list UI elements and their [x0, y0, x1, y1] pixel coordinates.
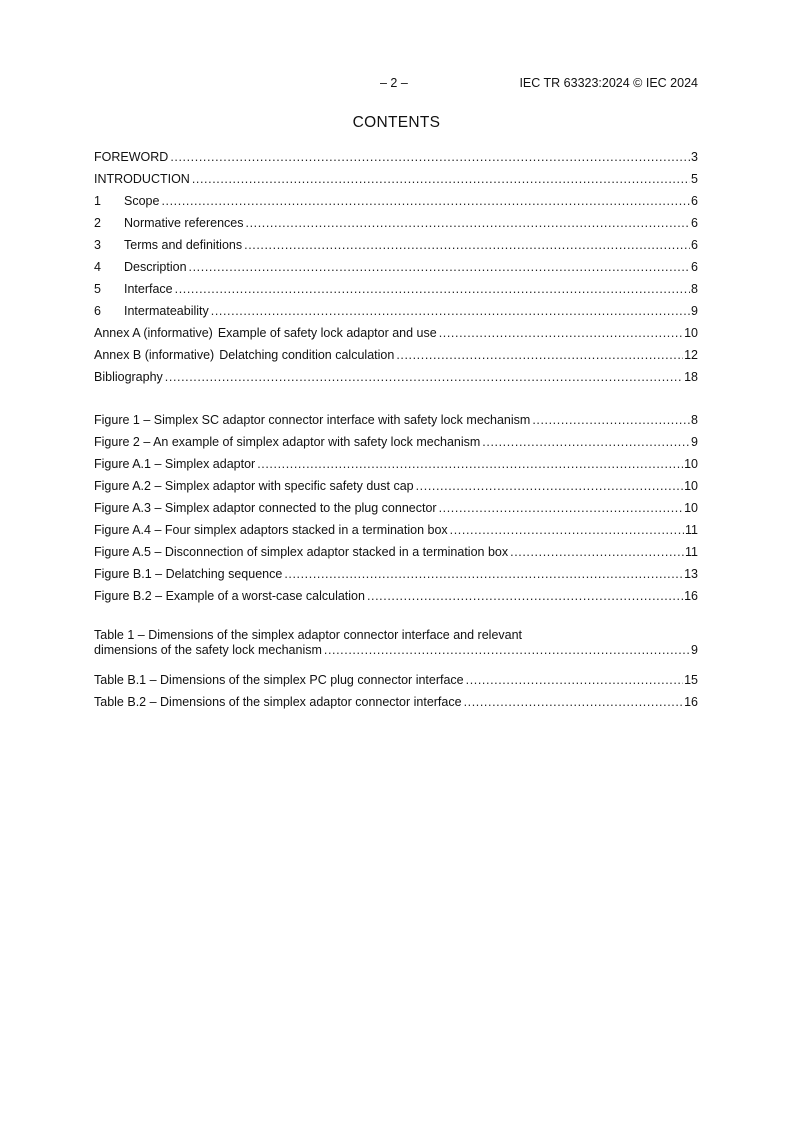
toc-entry-foreword[interactable] — [94, 143, 698, 165]
toc-entry-label: Example of safety lock adaptor and use — [217, 326, 437, 340]
toc-page-number: 10 — [684, 501, 698, 515]
toc-clause-number: 4 — [94, 260, 101, 274]
toc-page-number: 11 — [685, 545, 698, 559]
dot-leader — [284, 567, 683, 582]
toc-entry-annex-a[interactable] — [94, 319, 698, 341]
toc-page-number: 5 — [691, 172, 698, 186]
toc-page-number: 12 — [684, 348, 698, 362]
toc-page-number: 16 — [684, 695, 698, 709]
toc-entry-figure[interactable] — [94, 516, 698, 538]
toc-page-number: 18 — [684, 370, 698, 384]
toc-page-number: 8 — [691, 413, 698, 427]
toc-entry-label: Table 1 – Dimensions of the simplex adaptor connector interface and relevant — [94, 628, 523, 642]
toc-entry-interface[interactable] — [94, 275, 698, 297]
toc-clauses — [94, 143, 698, 385]
toc-entry-figure[interactable] — [94, 450, 698, 472]
toc-entry-label: Figure A.4 – Four simplex adaptors stacked in a termination box — [94, 523, 448, 537]
toc-entry-label: Figure B.2 – Example of a worst-case calculation — [94, 589, 365, 603]
toc-page-number: 6 — [691, 216, 698, 230]
toc-entry-label: Interface — [124, 282, 173, 296]
toc-clause-number: 2 — [94, 216, 101, 230]
toc-page-number: 15 — [684, 673, 698, 687]
dot-leader — [170, 150, 690, 165]
toc-entry-label: Table B.2 – Dimensions of the simplex adaptor connector interface — [94, 695, 462, 709]
toc-entry-table[interactable] — [94, 628, 698, 666]
toc-entry-terms-and-definitions[interactable] — [94, 231, 698, 253]
toc-clause-number: 1 — [94, 194, 101, 208]
dot-leader — [165, 370, 683, 385]
toc-entry-table[interactable] — [94, 666, 698, 688]
toc-clause-number: 3 — [94, 238, 101, 252]
toc-tables — [94, 628, 698, 710]
toc-clause-number: 6 — [94, 304, 101, 318]
dot-leader — [211, 304, 690, 319]
toc-entry-label: Normative references — [124, 216, 244, 230]
document-reference: IEC TR 63323:2024 © IEC 2024 — [519, 76, 698, 90]
toc-page-number: 9 — [691, 643, 698, 657]
toc-entry-label: Figure A.1 – Simplex adaptor — [94, 457, 256, 471]
dot-leader — [161, 194, 690, 209]
dot-leader — [439, 326, 683, 341]
toc-entry-label-continued: dimensions of the safety lock mechanism — [94, 643, 322, 657]
toc-entry-figure[interactable] — [94, 538, 698, 560]
toc-page-number: 9 — [691, 304, 698, 318]
toc-entry-figure[interactable] — [94, 494, 698, 516]
toc-page-number: 10 — [684, 479, 698, 493]
dot-leader — [396, 348, 683, 363]
contents-title: CONTENTS — [352, 114, 441, 131]
dot-leader — [450, 523, 684, 538]
toc-annex-label: Annex A (informative) — [94, 326, 213, 340]
toc-entry-annex-b[interactable] — [94, 341, 698, 363]
toc-entry-description[interactable] — [94, 253, 698, 275]
dot-leader — [464, 695, 684, 710]
toc-entry-figure[interactable] — [94, 428, 698, 450]
toc-page-number: 10 — [684, 326, 698, 340]
dot-leader — [466, 673, 683, 688]
toc-figures — [94, 406, 698, 604]
toc-page-number: 6 — [691, 238, 698, 252]
toc-page-number: 9 — [691, 435, 698, 449]
toc-page-number: 6 — [691, 194, 698, 208]
toc-entry-figure[interactable] — [94, 472, 698, 494]
toc-entry-figure[interactable] — [94, 560, 698, 582]
toc-page-number: 13 — [684, 567, 698, 581]
toc-entry-figure[interactable] — [94, 582, 698, 604]
dot-leader — [482, 435, 690, 450]
toc-entry-introduction[interactable] — [94, 165, 698, 187]
toc-entry-normative-references[interactable] — [94, 209, 698, 231]
dot-leader — [175, 282, 690, 297]
dot-leader — [244, 238, 690, 253]
dot-leader — [324, 643, 690, 658]
toc-entry-label: Figure A.3 – Simplex adaptor connected to the plug connector — [94, 501, 437, 515]
toc-entry-scope[interactable] — [94, 187, 698, 209]
dot-leader — [510, 545, 684, 560]
toc-entry-label: Bibliography — [94, 370, 163, 384]
toc-page-number: 6 — [691, 260, 698, 274]
dot-leader — [439, 501, 684, 516]
page-number: – 2 – — [380, 76, 408, 90]
dot-leader — [189, 260, 691, 275]
toc-page-number: 16 — [684, 589, 698, 603]
toc-entry-label: Description — [124, 260, 187, 274]
toc-clause-number: 5 — [94, 282, 101, 296]
toc-page-number: 11 — [685, 523, 698, 537]
toc-entry-label: Figure A.5 – Disconnection of simplex adaptor stacked in a termination box — [94, 545, 509, 559]
dot-leader — [532, 413, 690, 428]
toc-entry-bibliography[interactable] — [94, 363, 698, 385]
toc-page-number: 10 — [684, 457, 698, 471]
toc-entry-label: Scope — [124, 194, 160, 208]
toc-entry-label: Figure A.2 – Simplex adaptor with specific safety dust cap — [94, 479, 414, 493]
toc-entry-label: Figure 2 – An example of simplex adaptor with safety lock mechanism — [94, 435, 481, 449]
toc-annex-label: Annex B (informative) — [94, 348, 215, 362]
dot-leader — [416, 479, 683, 494]
toc-entry-table[interactable] — [94, 688, 698, 710]
toc-entry-label: Figure 1 – Simplex SC adaptor connector interface with safety lock mechanism — [94, 413, 531, 427]
toc-entry-label: Terms and definitions — [124, 238, 243, 252]
toc-entry-label: Table B.1 – Dimensions of the simplex PC plug connector interface — [94, 673, 464, 687]
toc-entry-label: Intermateability — [124, 304, 209, 318]
toc-entry-label: Delatching condition calculation — [219, 348, 395, 362]
dot-leader — [192, 172, 690, 187]
toc-page-number: 3 — [691, 150, 698, 164]
toc-entry-label: INTRODUCTION — [94, 172, 190, 186]
toc-entry-label: FOREWORD — [94, 150, 169, 164]
dot-leader — [246, 216, 691, 231]
toc-entry-intermateability[interactable] — [94, 297, 698, 319]
dot-leader — [257, 457, 683, 472]
toc-entry-label: Figure B.1 – Delatching sequence — [94, 567, 283, 581]
toc-page-number: 8 — [691, 282, 698, 296]
toc-entry-figure[interactable] — [94, 406, 698, 428]
dot-leader — [367, 589, 683, 604]
